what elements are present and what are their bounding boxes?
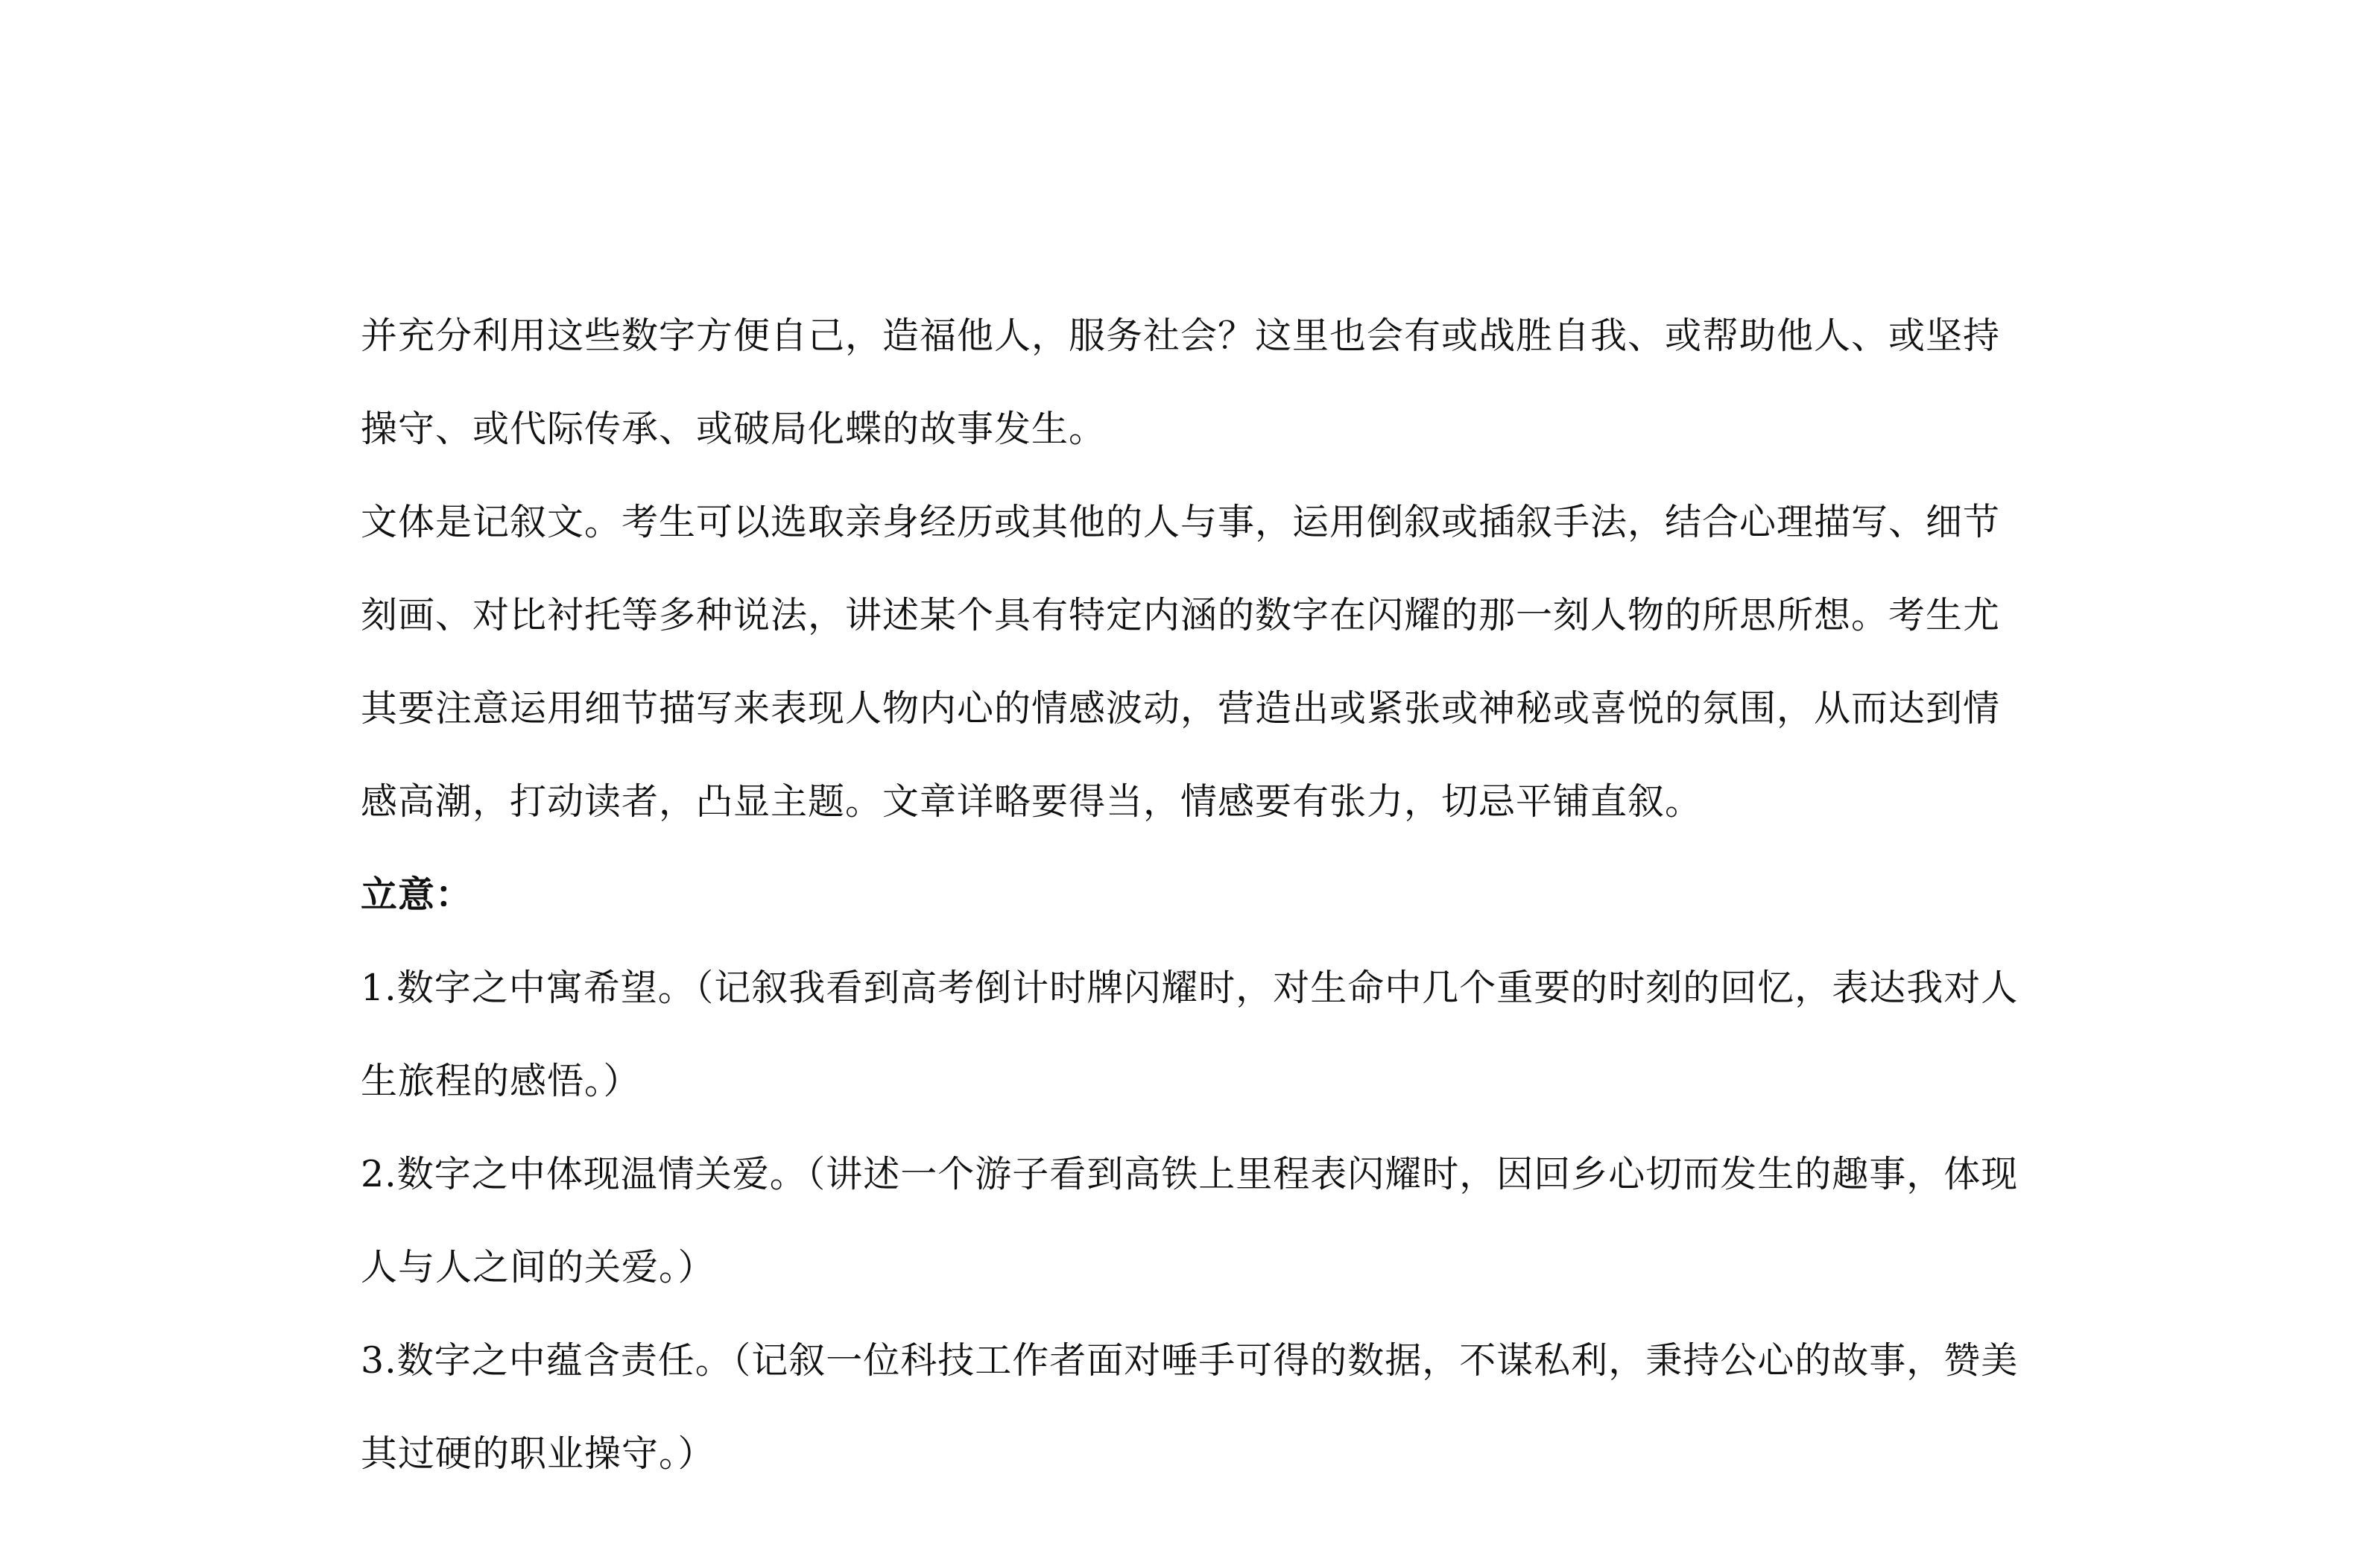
theme-item-2: 2.数字之中体现温情关爱。（讲述一个游子看到高铁上里程表闪耀时，因回乡心切而发生的趣事，体现人与人之间的关爱。） <box>361 1153 2019 1289</box>
paragraph-intro-continued: 并充分利用这些数字方便自己，造福他人，服务社会？这里也会有或战胜自我、或帮助他人、或坚持操守、或代际传承、或破局化蝶的故事发生。 <box>361 314 2001 450</box>
theme-item-1: 1.数字之中寓希望。（记叙我看到高考倒计时牌闪耀时，对生命中几个重要的时刻的回忆，表达我对人生旅程的感悟。） <box>361 967 2019 1102</box>
document-body <box>361 289 2030 1500</box>
paragraph-genre-guidance: 文体是记叙文。考生可以选取亲身经历或其他的人与事，运用倒叙或插叙手法，结合心理描写、细节刻画、对比衬托等多种说法，讲述某个具有特定内涵的数字在闪耀的那一刻人物的所思所想。考生尤其要注意运用细节描写来表现人物内心的情感波动，营造出或紧张或神秘或喜悦的氛围，从而达到情感高潮，打动读者，凸显主题。文章详略要得当，情感要有张力，切忌平铺直叙。 <box>361 501 2001 823</box>
theme-item-3: 3.数字之中蕴含责任。（记叙一位科技工作者面对唾手可得的数据，不谋私利，秉持公心的故事，赞美其过硬的职业操守。） <box>361 1339 2019 1475</box>
section-heading-theme: 立意： <box>361 873 473 916</box>
